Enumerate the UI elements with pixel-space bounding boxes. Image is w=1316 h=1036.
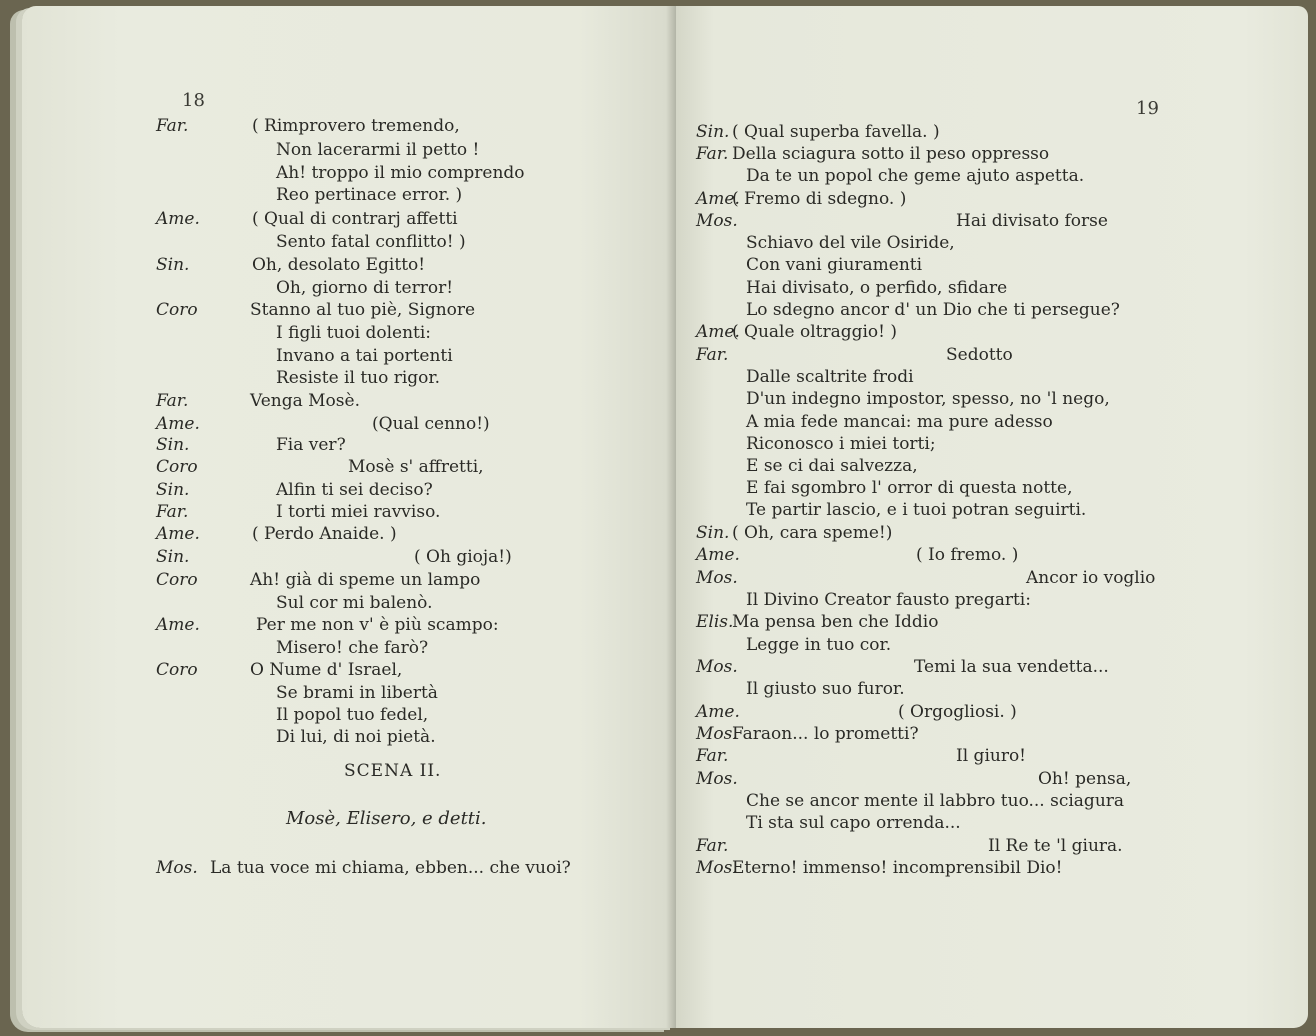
speaker-name: Mos. (696, 724, 738, 744)
verse-line: D'un indegno impostor, spesso, no 'l nego, (746, 389, 1110, 409)
speaker-name: Mos. (696, 568, 738, 588)
verse-line: ( Perdo Anaide. ) (252, 524, 397, 544)
speaker-name: Mos. (696, 657, 738, 677)
speaker-name: Sin. (156, 480, 190, 500)
speaker-name: Sin. (156, 255, 190, 275)
verse-line: Misero! che farò? (276, 638, 429, 658)
speaker-name: Sin. (156, 435, 190, 455)
verse-line: Di lui, di noi pietà. (276, 727, 436, 747)
verse-line: Il Divino Creator fausto pregarti: (746, 590, 1031, 610)
verse-line: Ti sta sul capo orrenda... (746, 813, 961, 833)
verse-line: Sul cor mi balenò. (276, 593, 433, 613)
verse-line: Legge in tuo cor. (746, 635, 892, 655)
verse-line: Lo sdegno ancor d' un Dio che ti persegue? (746, 300, 1120, 320)
verse-line: Eterno! immenso! incomprensibil Dio! (732, 858, 1063, 878)
verse-line: Stanno al tuo piè, Signore (250, 300, 476, 320)
speaker-name: Far. (156, 502, 189, 522)
verse-line: ( Fremo di sdegno. ) (732, 189, 907, 209)
verse-line: Fia ver? (276, 435, 346, 455)
verse-line: Da te un popol che geme ajuto aspetta. (746, 166, 1085, 186)
verse-line: Temi la sua vendetta... (914, 657, 1109, 677)
speaker-name: Sin. (696, 122, 730, 142)
verse-line: E fai sgombro l' orror di questa notte, (746, 478, 1073, 498)
verse-line: Te partir lascio, e i tuoi potran seguirti. (746, 500, 1087, 520)
verse-line: O Nume d' Israel, (250, 660, 403, 680)
verse-line: Con vani giuramenti (746, 255, 923, 275)
right-page (676, 6, 1308, 1028)
speaker-name: Ame. (696, 322, 740, 342)
verse-line: Invano a tai portenti (276, 346, 453, 366)
speaker-name: Coro (156, 300, 198, 320)
verse-line: Faraon... lo prometti? (732, 724, 919, 744)
verse-line: Che se ancor mente il labbro tuo... sciagura (746, 791, 1125, 811)
verse-line: Per me non v' è più scampo: (256, 615, 499, 635)
verse-line: Oh, giorno di terror! (276, 278, 454, 298)
verse-line: Ah! troppo il mio comprendo (276, 163, 525, 183)
verse-line: Dalle scaltrite frodi (746, 367, 914, 387)
speaker-name: Sin. (156, 547, 190, 567)
page-number-left: 18 (182, 90, 205, 111)
verse-line: ( Rimprovero tremendo, (252, 116, 460, 136)
verse-line: (Qual cenno!) (372, 414, 490, 434)
verse-line: Sedotto (946, 345, 1013, 365)
verse-line: Resiste il tuo rigor. (276, 368, 441, 388)
verse-line: Reo pertinace error. ) (276, 185, 463, 205)
verse-line: Oh, desolato Egitto! (252, 255, 426, 275)
verse-line: ( Oh, cara speme!) (732, 523, 893, 543)
speaker-name: Sin. (696, 523, 730, 543)
speaker-name: Mos. (696, 858, 738, 878)
verse-line: Hai divisato, o perfido, sfidare (746, 278, 1008, 298)
speaker-name: Mos. (696, 211, 738, 231)
verse-line: Oh! pensa, (1038, 769, 1132, 789)
verse-line: Venga Mosè. (250, 391, 360, 411)
verse-line: Il giuro! (956, 746, 1027, 766)
verse-line: Non lacerarmi il petto ! (276, 140, 480, 160)
verse-line: E se ci dai salvezza, (746, 456, 918, 476)
verse-line: I torti miei ravviso. (276, 502, 441, 522)
speaker-name: Coro (156, 660, 198, 680)
verse-line: Il giusto suo furor. (746, 679, 905, 699)
speaker-name: Ame. (696, 702, 740, 722)
verse-line: ( Qual di contrarj affetti (252, 209, 458, 229)
verse-line: Il Re te 'l giura. (988, 836, 1123, 856)
verse-line: ( Qual superba favella. ) (732, 122, 940, 142)
speaker-name: Ame. (156, 414, 200, 434)
speaker-name: Ame. (156, 524, 200, 544)
speaker-name: Coro (156, 457, 198, 477)
verse-line: Ma pensa ben che Iddio (732, 612, 939, 632)
speaker-name: Mos. (696, 769, 738, 789)
verse-line: La tua voce mi chiama, ebben... che vuoi? (210, 858, 571, 878)
verse-line: Il popol tuo fedel, (276, 705, 429, 725)
verse-line: ( Orgogliosi. ) (898, 702, 1017, 722)
speaker-name: Far. (696, 836, 729, 856)
speaker-name: Far. (156, 391, 189, 411)
verse-line: Sento fatal conflitto! ) (276, 232, 466, 252)
left-page (22, 6, 676, 1028)
speaker-name: Far. (696, 746, 729, 766)
scene-persons: Mosè, Elisero, e detti. (286, 808, 487, 829)
scene-title: SCENA II. (344, 761, 442, 781)
speaker-name: Ame. (156, 209, 200, 229)
speaker-name: Coro (156, 570, 198, 590)
speaker-name: Ame. (696, 189, 740, 209)
verse-line: I figli tuoi dolenti: (276, 323, 432, 343)
speaker-name: Far. (156, 116, 189, 136)
verse-line: Hai divisato forse (956, 211, 1108, 231)
speaker-name: Elis. (696, 612, 734, 632)
speaker-name: Far. (696, 144, 729, 164)
speaker-name: Far. (696, 345, 729, 365)
verse-line: Mosè s' affretti, (348, 457, 484, 477)
verse-line: ( Quale oltraggio! ) (732, 322, 898, 342)
speaker-name: Mos. (156, 858, 198, 878)
verse-line: ( Io fremo. ) (916, 545, 1019, 565)
verse-line: Schiavo del vile Osiride, (746, 233, 955, 253)
verse-line: Della sciagura sotto il peso oppresso (732, 144, 1050, 164)
verse-line: Ancor io voglio (1026, 568, 1156, 588)
verse-line: ( Oh gioja!) (414, 547, 512, 567)
speaker-name: Ame. (696, 545, 740, 565)
verse-line: Riconosco i miei torti; (746, 434, 936, 454)
verse-line: Ah! già di speme un lampo (250, 570, 481, 590)
page-number-right: 19 (1136, 98, 1159, 119)
verse-line: A mia fede mancai: ma pure adesso (746, 412, 1053, 432)
verse-line: Alfin ti sei deciso? (276, 480, 433, 500)
speaker-name: Ame. (156, 615, 200, 635)
verse-line: Se brami in libertà (276, 683, 438, 703)
